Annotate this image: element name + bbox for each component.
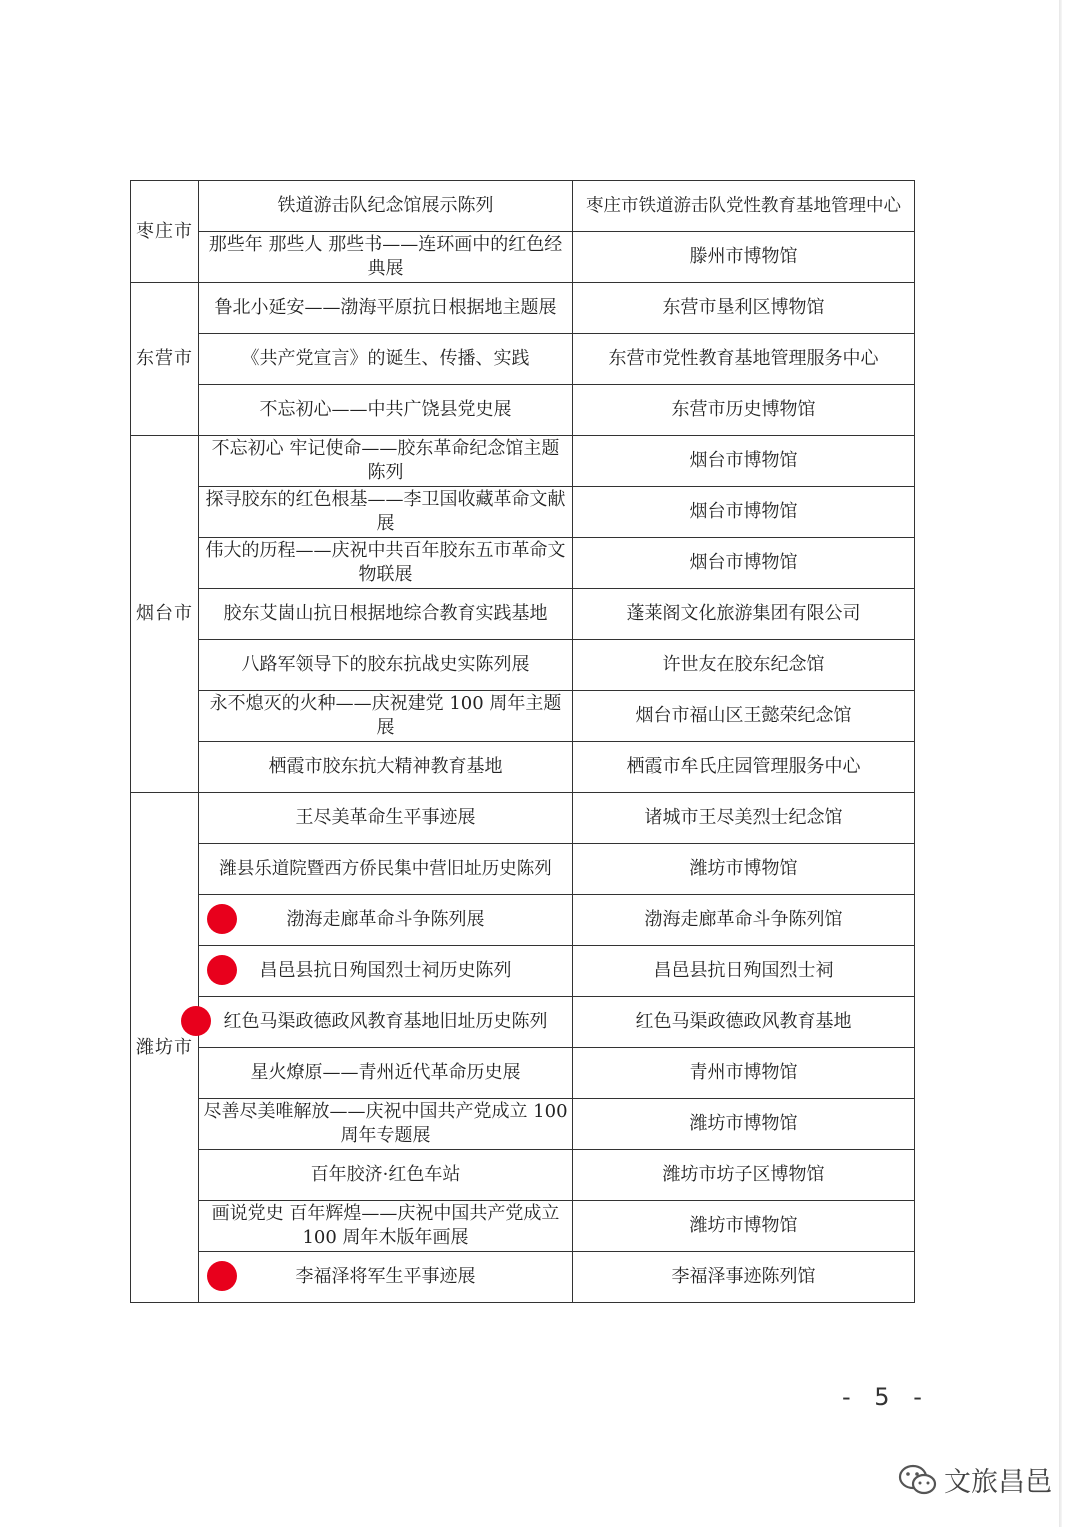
- exhibition-cell: 胶东艾崮山抗日根据地综合教育实践基地: [199, 589, 573, 640]
- organizer-cell: 东营市垦利区博物馆: [573, 283, 915, 334]
- city-cell: 枣庄市: [131, 181, 199, 283]
- table-row: [131, 589, 915, 640]
- table-row-highlighted: [131, 997, 915, 1048]
- organizer-cell: 潍坊市博物馆: [573, 1201, 915, 1252]
- table-row: [131, 742, 915, 793]
- exhibition-cell: 鲁北小延安——渤海平原抗日根据地主题展: [199, 283, 573, 334]
- table-row: [131, 1099, 915, 1150]
- table-row: [131, 640, 915, 691]
- table-row-highlighted: [131, 1252, 915, 1303]
- exhibition-cell: 潍县乐道院暨西方侨民集中营旧址历史陈列: [199, 844, 573, 895]
- exhibition-cell: 那些年 那些人 那些书——连环画中的红色经典展: [199, 232, 573, 283]
- red-dot-marker: [207, 1261, 237, 1291]
- organizer-cell: 许世友在胶东纪念馆: [573, 640, 915, 691]
- exhibition-cell: [199, 946, 573, 997]
- table-row: [131, 283, 915, 334]
- organizer-cell: 潍坊市坊子区博物馆: [573, 1150, 915, 1201]
- table-row: [131, 385, 915, 436]
- organizer-cell: 烟台市博物馆: [573, 487, 915, 538]
- table-row: [131, 181, 915, 232]
- exhibition-cell: [199, 895, 573, 946]
- exhibition-cell: 八路军领导下的胶东抗战史实陈列展: [199, 640, 573, 691]
- exhibition-table: [130, 180, 915, 1303]
- page-edge-shadow: [1059, 0, 1062, 1527]
- organizer-cell: 滕州市博物馆: [573, 232, 915, 283]
- organizer-cell: 枣庄市铁道游击队党性教育基地管理中心: [573, 181, 915, 232]
- exhibition-cell: 栖霞市胶东抗大精神教育基地: [199, 742, 573, 793]
- organizer-cell: 栖霞市牟氏庄园管理服务中心: [573, 742, 915, 793]
- exhibition-text: 昌邑县抗日殉国烈士祠历史陈列: [259, 960, 512, 981]
- city-cell: 潍坊市: [131, 793, 199, 1303]
- red-dot-marker: [181, 1006, 211, 1036]
- red-dot-marker: [207, 904, 237, 934]
- organizer-cell: 潍坊市博物馆: [573, 1099, 915, 1150]
- exhibition-cell: 百年胶济·红色车站: [199, 1150, 573, 1201]
- exhibition-cell: [199, 1252, 573, 1303]
- table-row: [131, 487, 915, 538]
- table-row: [131, 691, 915, 742]
- table-row: [131, 1048, 915, 1099]
- table-row: [131, 436, 915, 487]
- exhibition-text: 李福泽将军生平事迹展: [295, 1266, 476, 1287]
- exhibition-cell: 伟大的历程——庆祝中共百年胶东五市革命文物联展: [199, 538, 573, 589]
- organizer-cell: 红色马渠政德政风教育基地: [573, 997, 915, 1048]
- exhibition-cell: 尽善尽美唯解放——庆祝中国共产党成立 100 周年专题展: [199, 1099, 573, 1150]
- exhibition-cell: 永不熄灭的火种——庆祝建党 100 周年主题展: [199, 691, 573, 742]
- organizer-cell: 渤海走廊革命斗争陈列馆: [573, 895, 915, 946]
- exhibition-cell: 不忘初心 牢记使命——胶东革命纪念馆主题陈列: [199, 436, 573, 487]
- table-row-highlighted: [131, 946, 915, 997]
- exhibition-cell: 《共产党宣言》的诞生、传播、实践: [199, 334, 573, 385]
- organizer-cell: 烟台市福山区王懿荣纪念馆: [573, 691, 915, 742]
- table-row: [131, 1150, 915, 1201]
- exhibition-cell: 星火燎原——青州近代革命历史展: [199, 1048, 573, 1099]
- organizer-cell: 烟台市博物馆: [573, 436, 915, 487]
- organizer-cell: 东营市历史博物馆: [573, 385, 915, 436]
- exhibition-cell: 铁道游击队纪念馆展示陈列: [199, 181, 573, 232]
- organizer-cell: 烟台市博物馆: [573, 538, 915, 589]
- organizer-cell: 李福泽事迹陈列馆: [573, 1252, 915, 1303]
- table-row: [131, 538, 915, 589]
- organizer-cell: 东营市党性教育基地管理服务中心: [573, 334, 915, 385]
- watermark-text: 文旅昌邑: [944, 1467, 1052, 1498]
- city-cell: 烟台市: [131, 436, 199, 793]
- organizer-cell: 昌邑县抗日殉国烈士祠: [573, 946, 915, 997]
- table-row: [131, 232, 915, 283]
- table-row: [131, 844, 915, 895]
- table-row-highlighted: [131, 895, 915, 946]
- exhibition-cell: 王尽美革命生平事迹展: [199, 793, 573, 844]
- wechat-icon: [898, 1463, 938, 1497]
- exhibition-cell: 探寻胶东的红色根基——李卫国收藏革命文献展: [199, 487, 573, 538]
- table-row: [131, 1201, 915, 1252]
- table-row: [131, 334, 915, 385]
- organizer-cell: 潍坊市博物馆: [573, 844, 915, 895]
- table-row: [131, 793, 915, 844]
- page-number: - 5 -: [842, 1383, 930, 1411]
- exhibition-text: 红色马渠政德政风教育基地旧址历史陈列: [223, 1011, 548, 1032]
- exhibition-cell: 不忘初心——中共广饶县党史展: [199, 385, 573, 436]
- organizer-cell: 蓬莱阁文化旅游集团有限公司: [573, 589, 915, 640]
- exhibition-cell: [199, 997, 573, 1048]
- city-cell: 东营市: [131, 283, 199, 436]
- red-dot-marker: [207, 955, 237, 985]
- organizer-cell: 青州市博物馆: [573, 1048, 915, 1099]
- exhibition-cell: 画说党史 百年辉煌——庆祝中国共产党成立 100 周年木版年画展: [199, 1201, 573, 1252]
- watermark: [898, 1460, 1052, 1499]
- organizer-cell: 诸城市王尽美烈士纪念馆: [573, 793, 915, 844]
- exhibition-text: 渤海走廊革命斗争陈列展: [286, 909, 485, 930]
